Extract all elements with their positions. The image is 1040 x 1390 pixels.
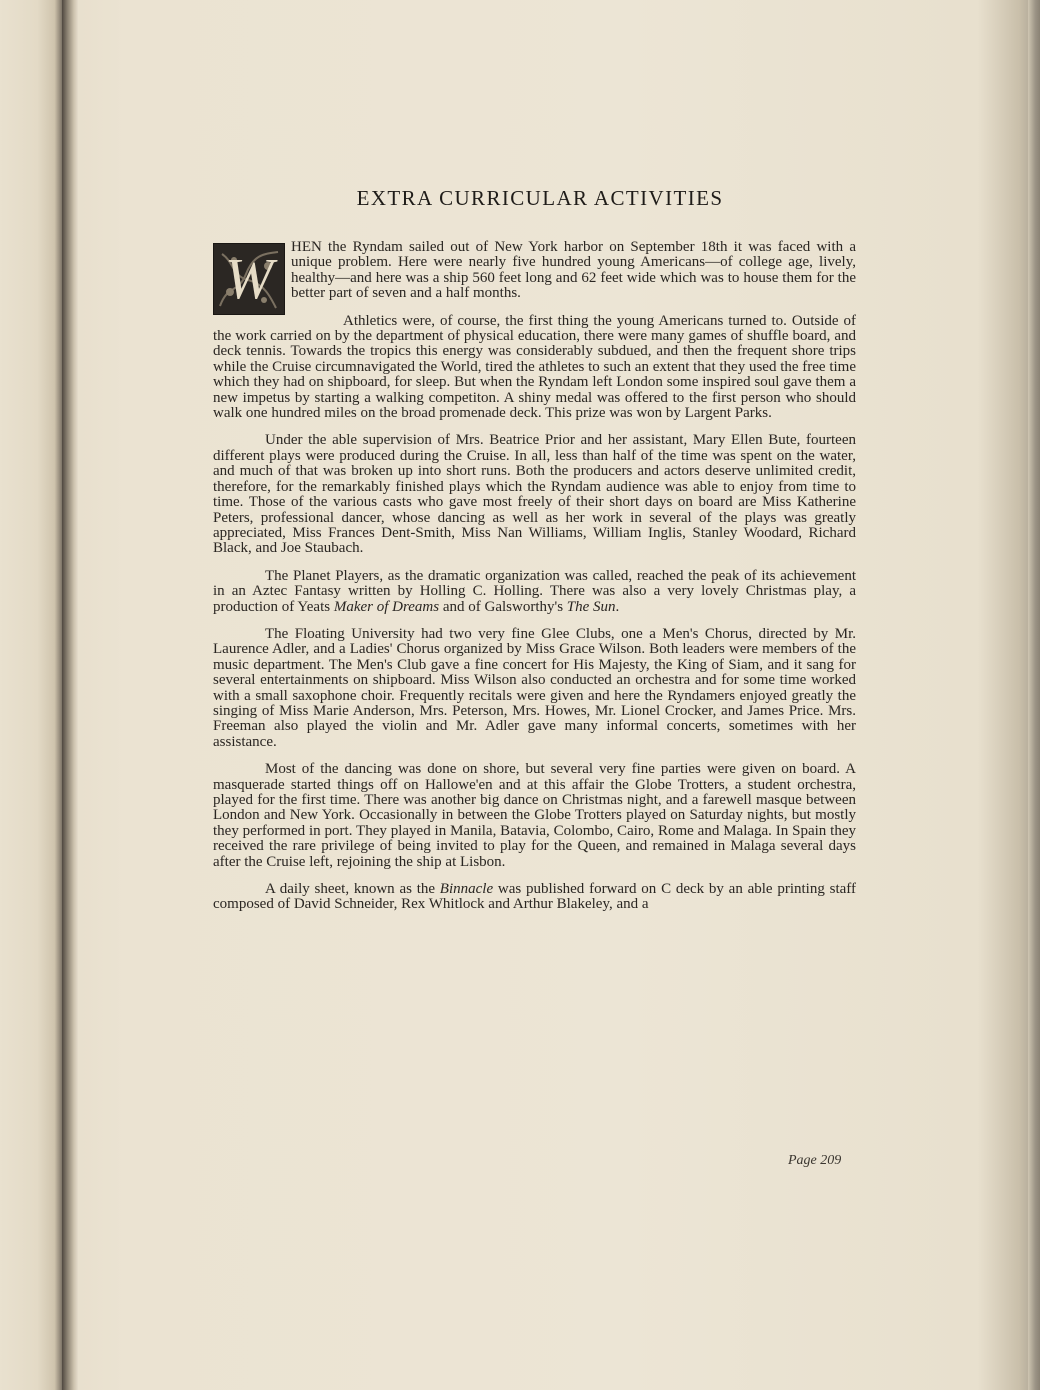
- paragraph-planet-players: [213, 569, 856, 615]
- paragraph-plays: Under the able supervision of Mrs. Beatrice Prior and her assistant, Mary Ellen Bute, fourteen different plays were produced during the Cruise. In all, less than half of the time was spent on the water, and much of that was broken up into short runs. Both the producers and actors deserve unlimited credit, therefore, for the remarkably finished plays which the Ryndam audience was able to enjoy from time to time. Those of the various casts who gave most freely of their short days on board are Miss Katherine Peters, professional dancer, whose dancing as well as her work in several of the plays was greatly appreciated, Miss Frances Dent-Smith, Miss Nan Williams, William Inglis, Stanley Woodard, Richard Black, and Joe Staubach.: [213, 432, 856, 557]
- paragraph-dancing: Most of the dancing was done on shore, but several very fine parties were given on board. A masquerade started things off on Hallowe'en and at this affair the Globe Trotters, a student orchestra, played for the first time. There was another big dance on Christmas night, and a farewell masque between London and New York. Occasionally in between the Globe Trotters played on Saturday nights, but mostly they performed in port. They played in Manila, Batavia, Colombo, Cairo, Rome and Malaga. In Spain they received the rare privilege of being invited to play for the Queen, and remained in Malaga several days after the Cruise left, rejoining the ship at Lisbon.: [213, 761, 856, 870]
- play-title-maker-of-dreams: Maker of Dreams: [333, 598, 440, 615]
- drop-cap-letter: W: [224, 246, 274, 311]
- decorative-drop-cap: [213, 243, 285, 315]
- paragraph-text: A daily sheet, known as the: [265, 881, 436, 898]
- paragraph-intro: [213, 239, 856, 311]
- paragraph-binnacle: [213, 882, 856, 913]
- article-body: [213, 240, 856, 925]
- page-number: Page 209: [788, 1153, 842, 1168]
- page-title: EXTRA CURRICULAR ACTIVITIES: [356, 186, 724, 211]
- paragraph-text: HEN the Ryndam sailed out of New York harbor on September 18th it was faced with a unique problem. Here were nearly five hundred young Americans—of college age, lively, healthy—and here was a ship 560 feet long and 62 feet wide which was to house them for the better part of seven and a half months.: [291, 239, 856, 302]
- paragraph-text: and of Galsworthy's: [442, 598, 564, 615]
- paragraph-text: The Planet Players, as the dramatic organization was called, reached the peak of its achievement in an Aztec Fantasy written by Holling C. Holling. There was also a very lovely Christmas play, a production of Yeats: [213, 567, 856, 615]
- paragraph-text: .: [615, 598, 620, 615]
- play-title-the-sun: The Sun: [566, 598, 616, 615]
- paragraph-glee-clubs: The Floating University had two very fine Glee Clubs, one a Men's Chorus, directed by Mr. Laurence Adler, and a Ladies' Chorus organized by Miss Grace Wilson. Both leaders were members of the music department. The Men's Club gave a fine concert for His Majesty, the King of Siam, and it sang for several entertainments on shipboard. Miss Wilson also conducted an orchestra and for some time worked with a small saxophone choir. Frequently recitals were given and here the Ryndamers enjoyed greatly the singing of Miss Marie Anderson, Mrs. Peterson, Mrs. Howes, Mr. Lionel Crocker, and James Price. Mrs. Freeman also played the violin and Mr. Adler gave many informal concerts, sometimes with her assistance.: [213, 625, 856, 750]
- paragraph-athletics: Athletics were, of course, the first thing the young Americans turned to. Outside of the work carried on by the department of physical education, there were many games of shuffle board, and deck tennis. Towards the tropics this energy was considerably subdued, and then the frequent shore trips while the Cruise circumnavigated the World, tired the athletes to such an extent that they used the free time which they had on shipboard, for sleep. But when the Ryndam left London some inspired soul gave them a new impetus by starting a walking competiton. A shiny medal was offered to the first person who should walk one hundred miles on the broad promenade deck. This prize was won by Largent Parks.: [213, 312, 856, 422]
- paragraph-text: was published forward on C deck by an able printing staff composed of David Schneider, Rex Whitlock and Arthur Blakeley, and a: [213, 881, 856, 913]
- publication-title-binnacle: Binnacle: [439, 881, 494, 898]
